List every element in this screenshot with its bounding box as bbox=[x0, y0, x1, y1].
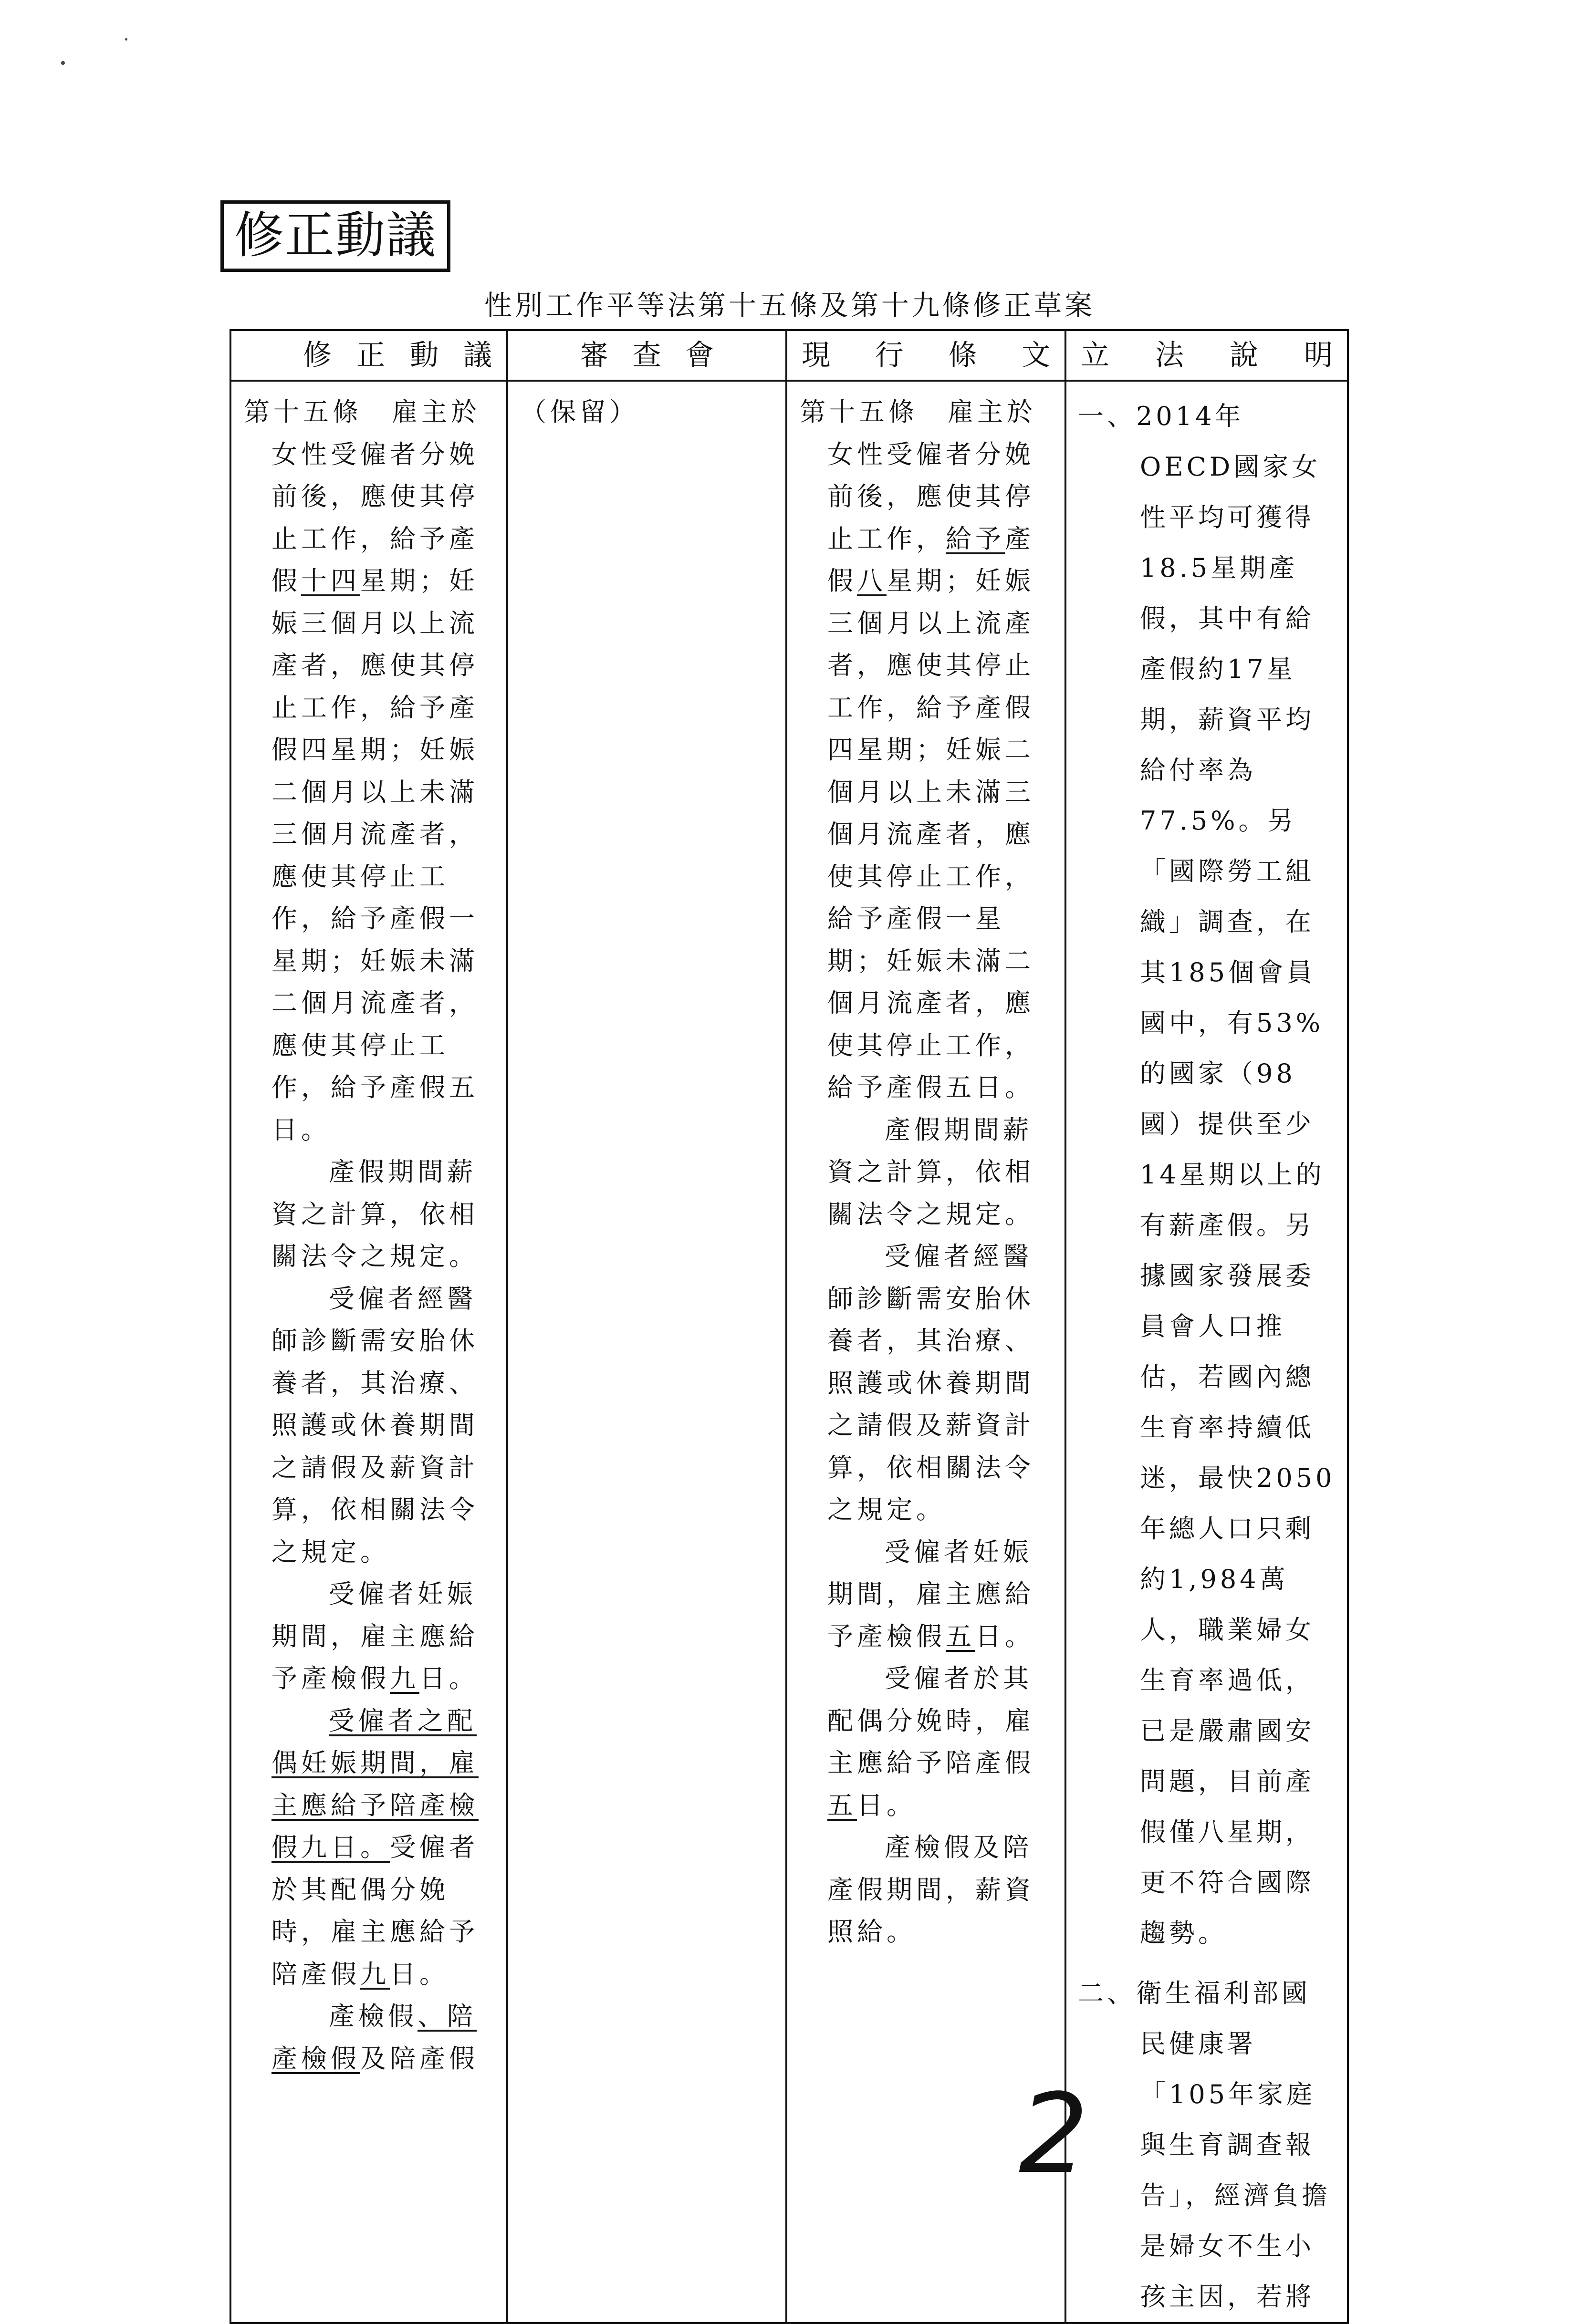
explanation-item-1: 一、2014年OECD國家女性平均可獲得18.5星期產假，其中有給產假約17星期，薪資平均給付率為77.5%。另「國際勞工組織」調查，在其185個會員國中，有53%的國家（98國）提供至少14星期以上的有薪產假。另據國家發展委員會人口推估，若國內總生育率持續低迷，最快2050年總人口只剩約1,984萬人，職業婦女生育率過低，已是嚴肅國安問題，目前產假僅八星期，更不符合國際趨勢。 bbox=[1078, 401, 1336, 1948]
scan-speck bbox=[125, 38, 127, 41]
col-header-explanation: 立 法 說 明 bbox=[1065, 330, 1348, 381]
explanation-item-2: 二、衛生福利部國民健康署「105年家庭與生育調查報告」，經濟負擔是婦女不生小孩主因，若將 bbox=[1078, 1978, 1331, 2312]
col-header-motion: 修正動議 bbox=[230, 330, 507, 381]
current-para-3: 受僱者經醫師診斷需安胎休養者，其治療、照護或休養期間之請假及薪資計算，依相關法令之規定。 bbox=[827, 1241, 1034, 1525]
current-article: 第十五條 雇主於女性受僱者分娩前後，應使其停止工作，給予產假八星期；妊娠三個月以上流產者，應使其停止工作，給予產假四星期；妊娠二個月以上未滿三個月流產者，應使其停止工作，給予產假一星期；妊娠未滿二個月流產者，應使其停止工作，給予產假五日。 bbox=[800, 397, 1036, 1102]
motion-para-5: 受僱者之配偶妊娠期間，雇主應給予陪產檢假九日。受僱者於其配偶分娩時，雇主應給予陪產假九日。 bbox=[271, 1705, 479, 1989]
motion-para-2: 產假期間薪資之計算，依相關法令之規定。 bbox=[271, 1157, 479, 1271]
current-para-2: 產假期間薪資之計算，依相關法令之規定。 bbox=[827, 1114, 1034, 1229]
current-cell bbox=[786, 381, 1065, 2323]
current-para-5: 受僱者於其配偶分娩時，雇主應給予陪產假五日。 bbox=[827, 1663, 1034, 1820]
motion-para-4: 受僱者妊娠期間，雇主應給予產檢假九日。 bbox=[271, 1579, 479, 1693]
explanation-cell bbox=[1065, 381, 1348, 2323]
col-header-current: 現 行 條 文 bbox=[786, 330, 1065, 381]
current-para-4: 受僱者妊娠期間，雇主應給予產檢假五日。 bbox=[827, 1536, 1034, 1651]
scan-speck bbox=[61, 61, 65, 65]
table-header-row bbox=[230, 330, 1348, 381]
motion-stamp: 修正動議 bbox=[220, 200, 450, 272]
current-para-6: 產檢假及陪產假期間，薪資照給。 bbox=[827, 1832, 1034, 1947]
table-body-row bbox=[230, 381, 1348, 2323]
review-cell bbox=[507, 381, 786, 2323]
col-header-review: 審查會 bbox=[507, 330, 786, 381]
motion-cell bbox=[230, 381, 507, 2323]
page-number: 2 bbox=[1019, 2071, 1089, 2198]
motion-para-3: 受僱者經醫師診斷需安胎休養者，其治療、照護或休養期間之請假及薪資計算，依相關法令之規定。 bbox=[271, 1283, 479, 1567]
motion-article: 第十五條 雇主於女性受僱者分娩前後，應使其停止工作，給予產假十四星期；妊娠三個月以上流產者，應使其停止工作，給予產假四星期；妊娠二個月以上未滿三個月流產者，應使其停止工作，給予產假一星期；妊娠未滿二個月流產者，應使其停止工作，給予產假五日。 bbox=[244, 397, 480, 1145]
amendment-table bbox=[230, 329, 1349, 2324]
document-title: 性別工作平等法第十五條及第十九條修正草案 bbox=[484, 289, 1095, 322]
review-note: （保留） bbox=[521, 397, 639, 427]
motion-para-6: 產檢假、陪產檢假及陪產假 bbox=[271, 2001, 479, 2074]
